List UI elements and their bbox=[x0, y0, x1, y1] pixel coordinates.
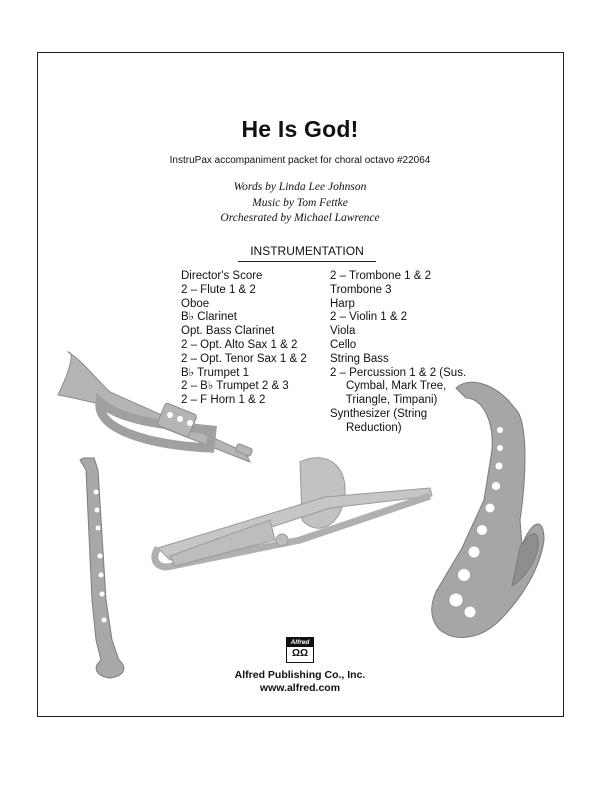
publisher-block bbox=[0, 669, 600, 695]
trombone-icon bbox=[155, 458, 432, 567]
instrumentation-heading: INSTRUMENTATION bbox=[238, 244, 376, 262]
list-item: Trombone 3 bbox=[330, 283, 392, 296]
list-item: Triangle, Timpani) bbox=[330, 394, 438, 407]
list-item: 2 – Opt. Alto Sax 1 & 2 bbox=[181, 338, 298, 351]
credit-words: Words by Linda Lee Johnson bbox=[233, 181, 367, 193]
clarinet-icon bbox=[80, 458, 124, 678]
list-item: String Bass bbox=[330, 352, 389, 365]
publisher-name: Alfred Publishing Co., Inc. bbox=[234, 669, 366, 681]
list-item: Reduction) bbox=[330, 421, 402, 434]
list-item: Cymbal, Mark Tree, bbox=[330, 380, 447, 393]
list-item: Oboe bbox=[181, 297, 210, 310]
logo-emblem: ΩΩ bbox=[291, 648, 309, 659]
list-item: 2 – Opt. Tenor Sax 1 & 2 bbox=[181, 352, 307, 365]
instrument-list-right bbox=[330, 270, 500, 436]
list-item: 2 – B♭ Trumpet 2 & 3 bbox=[181, 380, 289, 393]
list-item: 2 – Flute 1 & 2 bbox=[181, 283, 256, 296]
list-item: Synthesizer (String bbox=[330, 407, 428, 420]
subtitle: InstruPax accompaniment packet for choral octavo #22064 bbox=[169, 155, 431, 166]
list-item: Viola bbox=[330, 325, 356, 338]
list-item: Director's Score bbox=[181, 270, 263, 282]
credit-music: Music by Tom Fettke bbox=[252, 196, 348, 209]
logo-wordmark: Alfred bbox=[287, 638, 313, 647]
list-item: 2 – Percussion 1 & 2 (Sus. bbox=[330, 366, 467, 379]
page-title: He Is God! bbox=[241, 116, 359, 142]
instrument-list-left bbox=[181, 270, 331, 408]
list-item: 2 – Trombone 1 & 2 bbox=[330, 270, 432, 282]
credit-orchestration: Orchesrated by Michael Lawrence bbox=[220, 212, 380, 224]
list-item: 2 – F Horn 1 & 2 bbox=[181, 394, 266, 407]
alfred-logo bbox=[286, 637, 314, 663]
list-item: Opt. Bass Clarinet bbox=[181, 325, 275, 338]
list-item: 2 – Violin 1 & 2 bbox=[330, 311, 408, 324]
list-item: B♭ Trumpet 1 bbox=[181, 366, 250, 379]
publisher-url[interactable]: www.alfred.com bbox=[259, 682, 341, 694]
list-item: Cello bbox=[330, 338, 357, 351]
list-item: Harp bbox=[330, 297, 355, 310]
list-item: B♭ Clarinet bbox=[181, 311, 237, 324]
